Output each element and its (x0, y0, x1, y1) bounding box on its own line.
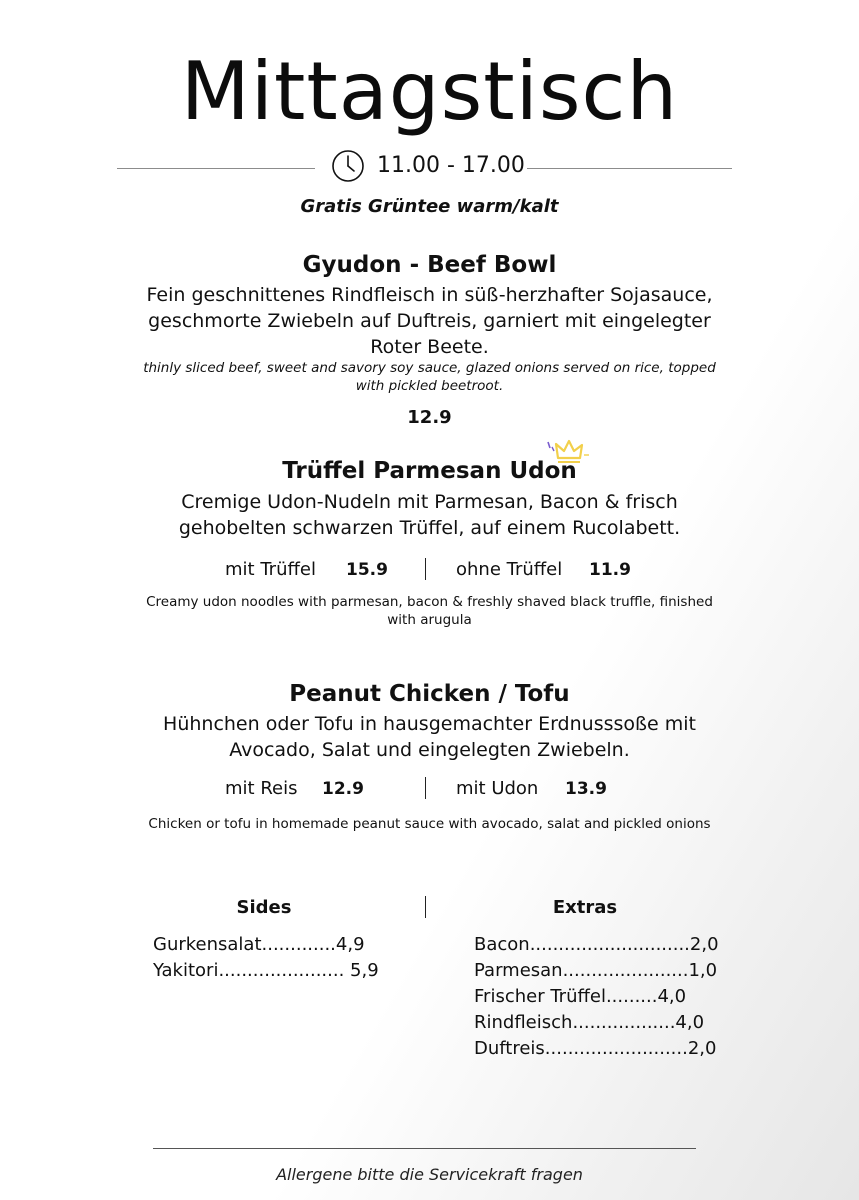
dish-english-desc: Chicken or tofu in homemade peanut sauce with avocado, salat and pickled onions (148, 816, 711, 832)
hours-rule-left (117, 168, 315, 169)
dish-desc-line: Fein geschnittenes Rindfleisch in süß-herzhafter Sojasauce, (146, 284, 713, 306)
extra-item: Frischer Trüffel.........4,0 (474, 986, 687, 1007)
extras-heading: Extras (552, 897, 618, 918)
option-label: mit Udon (456, 778, 539, 799)
dish-english-desc: Creamy udon noodles with parmesan, bacon & freshly shaved black truffle, finished (146, 594, 713, 610)
side-item: Yakitori...................... 5,9 (153, 960, 379, 981)
option-label: mit Reis (225, 778, 298, 799)
extra-item: Parmesan......................1,0 (474, 960, 718, 981)
clock-icon (331, 149, 365, 183)
option-separator (425, 558, 426, 580)
side-item: Gurkensalat.............4,9 (153, 934, 365, 955)
dish-desc-line: Roter Beete. (370, 336, 489, 358)
hours-rule-right (527, 168, 732, 169)
dish-price: 12.9 (407, 407, 452, 428)
dish-english-desc: with pickled beetroot. (355, 378, 504, 394)
option-price: 13.9 (565, 779, 607, 799)
option-price: 12.9 (322, 779, 364, 799)
extra-item: Bacon............................2,0 (474, 934, 719, 955)
dish-english-desc: thinly sliced beef, sweet and savory soy sauce, glazed onions served on rice, topped (143, 360, 716, 376)
free-tea-note: Gratis Grüntee warm/kalt (300, 196, 559, 217)
option-price: 11.9 (589, 560, 631, 580)
dish-desc-line: gehobelten schwarzen Trüffel, auf einem Rucolabett. (178, 517, 681, 539)
dish-title-peanut-chicken: Peanut Chicken / Tofu (289, 681, 570, 707)
allergen-note: Allergene bitte die Servicekraft fragen (276, 1165, 583, 1184)
page-title: Mittagstisch (180, 45, 679, 138)
extra-item: Duftreis.........................2,0 (474, 1038, 717, 1059)
opening-hours: 11.00 - 17.00 (377, 153, 525, 178)
dish-desc-line: Cremige Udon-Nudeln mit Parmesan, Bacon & frisch (181, 491, 678, 513)
column-separator (425, 896, 426, 918)
dish-desc-line: geschmorte Zwiebeln auf Duftreis, garniert mit eingelegter (148, 310, 711, 332)
option-separator (425, 777, 426, 799)
crown-icon (544, 436, 590, 468)
footer-rule (153, 1148, 696, 1149)
extra-item: Rindfleisch..................4,0 (474, 1012, 705, 1033)
dish-desc-line: Avocado, Salat und eingelegten Zwiebeln. (229, 739, 630, 761)
sides-heading: Sides (236, 897, 292, 918)
dish-desc-line: Hühnchen oder Tofu in hausgemachter Erdnusssoße mit (163, 713, 696, 735)
dish-english-desc: with arugula (387, 612, 472, 628)
dish-title-gyudon: Gyudon - Beef Bowl (302, 252, 557, 278)
dish-title-truffle-udon: Trüffel Parmesan Udon (282, 458, 577, 484)
option-label: mit Trüffel (225, 559, 316, 580)
option-price: 15.9 (346, 560, 388, 580)
option-label: ohne Trüffel (456, 559, 563, 580)
